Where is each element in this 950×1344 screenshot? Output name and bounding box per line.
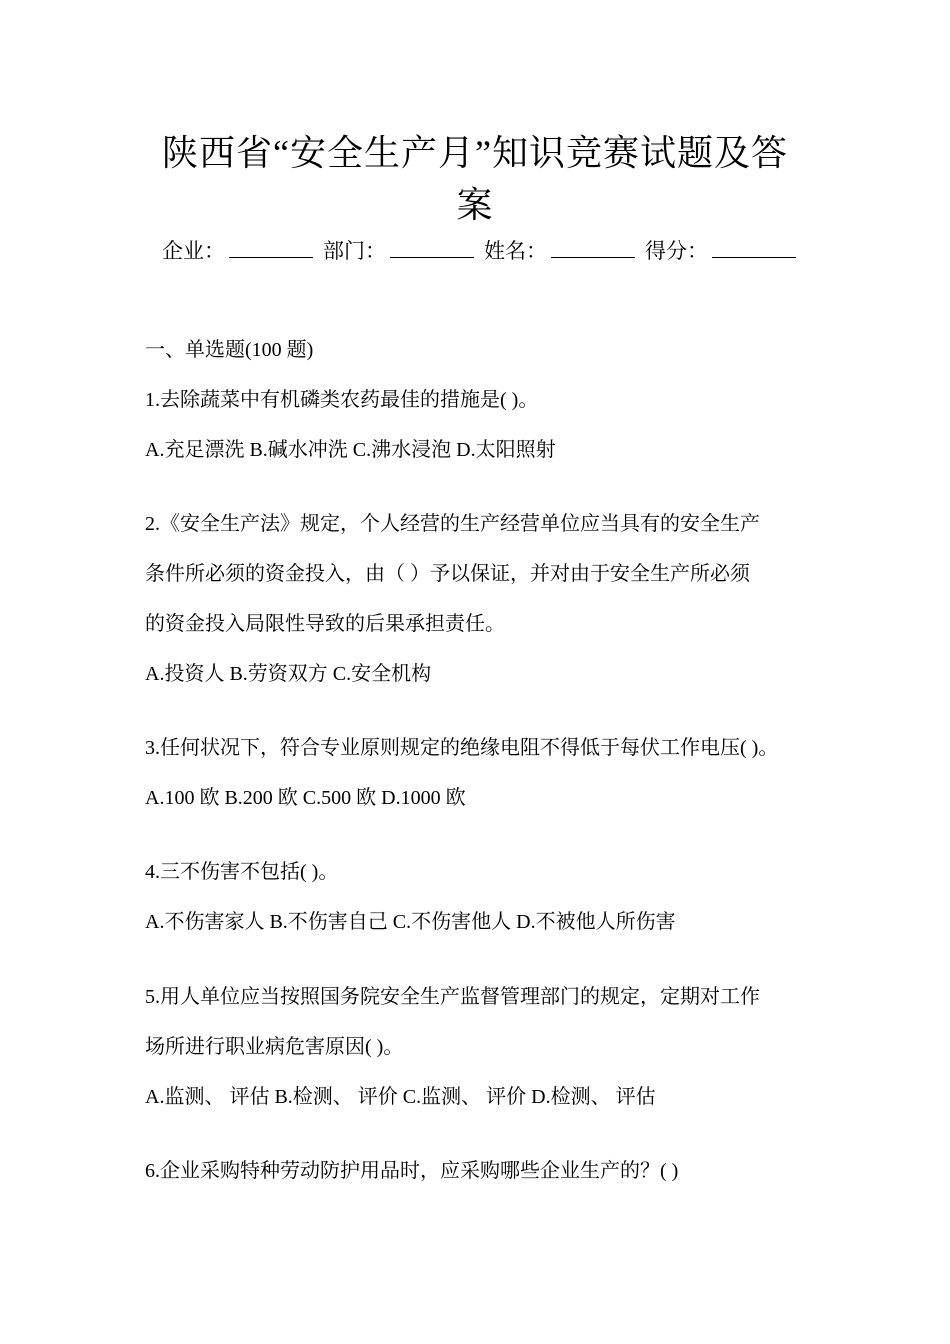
document-title-line-1: 陕西省“安全生产月”知识竞赛试题及答 <box>162 133 788 173</box>
name-label: 姓名： <box>484 239 547 263</box>
document-title-line-2: 案 <box>456 185 494 225</box>
question-3-options: A.100 欧 B.200 欧 C.500 欧 D.1000 欧 <box>145 787 466 809</box>
section-heading: 一、单选题(100 题) <box>145 339 314 361</box>
question-5-line-1: 5.用人单位应当按照国务院安全生产监督管理部门的规定，定期对工作 <box>145 986 760 1008</box>
question-5-line-2: 场所进行职业病危害原因( )。 <box>145 1036 404 1058</box>
department-field <box>323 236 474 266</box>
company-label: 企业： <box>162 239 225 263</box>
question-4-line-1: 4.三不伤害不包括( )。 <box>145 861 339 883</box>
score-blank <box>712 241 796 258</box>
question-2-options: A.投资人 B.劳资双方 C.安全机构 <box>145 663 432 685</box>
name-field <box>484 236 635 266</box>
score-label: 得分： <box>645 239 708 263</box>
department-blank <box>390 241 474 258</box>
question-2-line-2: 条件所必须的资金投入，由（ ）予以保证，并对由于安全生产所必须 <box>145 563 750 585</box>
department-label: 部门： <box>323 239 386 263</box>
header-info-line <box>162 236 802 266</box>
question-3-line-1: 3.任何状况下，符合专业原则规定的绝缘电阻不得低于每伏工作电压( )。 <box>145 737 779 759</box>
name-blank <box>551 241 635 258</box>
question-1-line-1: 1.去除蔬菜中有机磷类农药最佳的措施是( )。 <box>145 389 539 411</box>
company-field <box>162 236 313 266</box>
score-field <box>645 236 796 266</box>
company-blank <box>229 241 313 258</box>
question-1-options: A.充足漂洗 B.碱水冲洗 C.沸水浸泡 D.太阳照射 <box>145 439 556 461</box>
question-2-line-1: 2.《安全生产法》规定，个人经营的生产经营单位应当具有的安全生产 <box>145 513 760 535</box>
question-5-options: A.监测、 评估 B.检测、 评价 C.监测、 评价 D.检测、 评估 <box>145 1086 656 1108</box>
question-4-options: A.不伤害家人 B.不伤害自己 C.不伤害他人 D.不被他人所伤害 <box>145 911 676 933</box>
question-2-line-3: 的资金投入局限性导致的后果承担责任。 <box>145 613 505 635</box>
question-6-line-1: 6.企业采购特种劳动防护用品时，应采购哪些企业生产的？( ) <box>145 1160 679 1182</box>
